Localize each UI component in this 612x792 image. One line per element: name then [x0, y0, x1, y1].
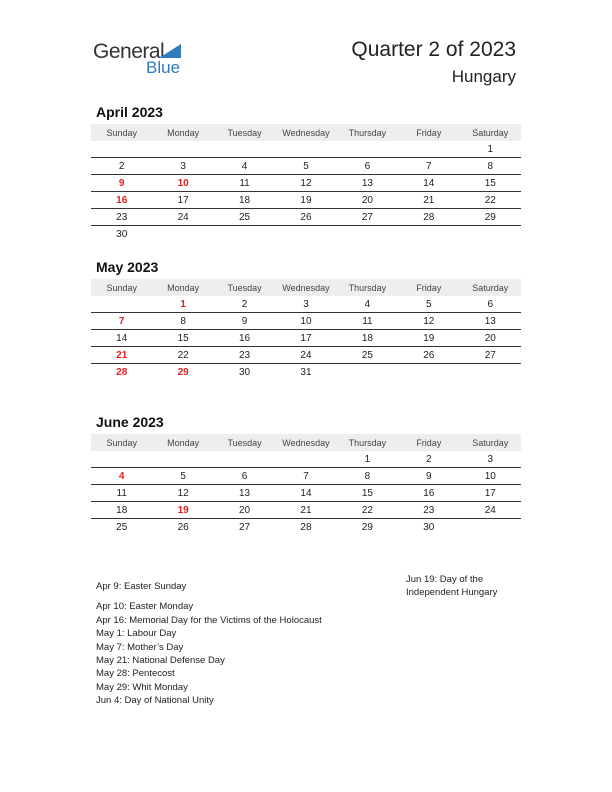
weekday-header: Saturday [460, 279, 521, 296]
day-cell: 21 [275, 502, 336, 519]
day-cell [152, 451, 213, 468]
day-cell: 20 [214, 502, 275, 519]
weekday-header: Friday [398, 124, 459, 141]
day-cell: 9 [91, 175, 152, 192]
day-cell: 4 [214, 158, 275, 175]
day-cell: 2 [214, 296, 275, 313]
day-cell: 30 [238, 366, 251, 378]
day-cell: 12 [152, 485, 213, 502]
day-cell: 26 [398, 347, 459, 364]
day-cell: 28 [300, 521, 312, 533]
week-row [91, 502, 521, 519]
day-cell: 16 [214, 330, 275, 347]
day-cell: 4 [337, 296, 398, 313]
weekday-header: Tuesday [214, 124, 275, 141]
day-cell: 9 [398, 468, 459, 485]
day-cell [460, 226, 521, 243]
weekday-header: Monday [152, 124, 213, 141]
day-cell: 11 [214, 175, 275, 192]
day-cell: 22 [460, 192, 521, 209]
week-row [91, 468, 521, 485]
day-cell: 15 [152, 330, 213, 347]
week-row [91, 519, 521, 536]
day-cell [398, 364, 459, 381]
day-cell: 7 [398, 158, 459, 175]
day-cell: 19 [398, 330, 459, 347]
day-cell: 29 [177, 366, 189, 378]
day-cell: 16 [398, 485, 459, 502]
weekday-header: Tuesday [214, 279, 275, 296]
day-cell [275, 226, 336, 243]
week-row [91, 313, 521, 330]
day-cell [214, 226, 275, 243]
day-cell: 29 [361, 521, 373, 533]
day-cell: 12 [398, 313, 459, 330]
weekday-header: Tuesday [214, 434, 275, 451]
day-cell: 17 [152, 192, 213, 209]
day-cell [275, 141, 336, 158]
weekday-header: Thursday [337, 434, 398, 451]
holiday-note: May 29: Whit Monday [96, 681, 188, 693]
logo [93, 40, 193, 80]
day-cell: 5 [275, 158, 336, 175]
holiday-note: Jun 4: Day of National Unity [96, 695, 214, 707]
day-cell: 3 [460, 451, 521, 468]
logo-blue-text: Blue [146, 58, 181, 77]
week-row [91, 141, 521, 158]
week-row [91, 209, 521, 226]
day-cell: 25 [337, 347, 398, 364]
day-cell: 14 [91, 330, 152, 347]
day-cell: 6 [337, 158, 398, 175]
day-cell: 27 [238, 521, 251, 533]
day-cell: 5 [398, 296, 459, 313]
holiday-note: Apr 10: Easter Monday [96, 601, 194, 613]
holiday-note: May 28: Pentecost [96, 668, 175, 680]
weekday-header: Sunday [91, 124, 152, 141]
day-cell: 21 [398, 192, 459, 209]
weekday-header: Wednesday [275, 279, 336, 296]
day-cell [460, 364, 521, 381]
day-cell: 30 [116, 228, 128, 240]
month-may [91, 259, 521, 380]
logo-triangle-icon [159, 44, 181, 58]
weekday-header: Friday [398, 279, 459, 296]
weekday-header: Sunday [91, 279, 152, 296]
page-title: Quarter 2 of 2023 [351, 38, 516, 61]
day-cell: 23 [398, 502, 459, 519]
weekday-header: Saturday [460, 434, 521, 451]
day-cell: 8 [460, 158, 521, 175]
day-cell: 11 [337, 313, 398, 330]
day-cell: 28 [398, 209, 459, 226]
day-cell: 24 [152, 209, 213, 226]
day-cell [214, 141, 275, 158]
day-cell: 26 [275, 209, 336, 226]
day-cell: 3 [152, 158, 213, 175]
logo-general-text: General [93, 40, 165, 63]
day-cell: 8 [152, 313, 213, 330]
weekday-header: Wednesday [275, 434, 336, 451]
day-cell [398, 141, 459, 158]
day-cell: 6 [214, 468, 275, 485]
day-cell: 3 [275, 296, 336, 313]
day-cell: 27 [460, 347, 521, 364]
day-cell [91, 451, 152, 468]
day-cell [91, 296, 152, 313]
day-cell: 23 [91, 209, 152, 226]
day-cell: 10 [275, 313, 336, 330]
day-cell: 14 [398, 175, 459, 192]
day-cell: 27 [337, 209, 398, 226]
day-cell: 8 [337, 468, 398, 485]
day-cell: 26 [177, 521, 189, 533]
day-cell: 29 [460, 209, 521, 226]
day-cell: 30 [423, 521, 435, 533]
day-cell [214, 451, 275, 468]
day-cell [337, 226, 398, 243]
day-cell: 5 [152, 468, 213, 485]
month-april [91, 104, 521, 242]
day-cell: 21 [91, 347, 152, 364]
day-cell: 31 [300, 366, 312, 378]
holiday-note: May 21: National Defense Day [96, 655, 225, 667]
month-title: June 2023 [96, 414, 164, 430]
day-cell: 17 [275, 330, 336, 347]
day-cell: 13 [214, 485, 275, 502]
day-cell: 22 [337, 502, 398, 519]
day-cell: 7 [275, 468, 336, 485]
day-cell: 19 [152, 502, 213, 519]
day-cell: 14 [275, 485, 336, 502]
day-cell: 28 [116, 366, 128, 378]
day-cell: 24 [275, 347, 336, 364]
day-cell: 20 [460, 330, 521, 347]
day-cell: 12 [275, 175, 336, 192]
day-cell: 24 [460, 502, 521, 519]
weekday-header: Monday [152, 279, 213, 296]
day-cell: 2 [91, 158, 152, 175]
day-cell: 13 [460, 313, 521, 330]
holiday-note: May 1: Labour Day [96, 628, 177, 640]
week-row [91, 364, 521, 381]
day-cell [275, 451, 336, 468]
week-row [91, 296, 521, 313]
day-cell: 9 [214, 313, 275, 330]
day-cell: 10 [152, 175, 213, 192]
day-cell: 10 [460, 468, 521, 485]
day-cell: 16 [91, 192, 152, 209]
day-cell: 18 [91, 502, 152, 519]
day-cell: 20 [337, 192, 398, 209]
calendar-grid [91, 279, 521, 380]
day-cell: 22 [152, 347, 213, 364]
week-row [91, 226, 521, 243]
day-cell: 4 [91, 468, 152, 485]
day-cell [152, 141, 213, 158]
day-cell: 7 [91, 313, 152, 330]
day-cell [337, 141, 398, 158]
holiday-notes-left [96, 580, 322, 708]
month-june [91, 414, 521, 535]
weekday-header: Saturday [460, 124, 521, 141]
day-cell: 1 [460, 141, 521, 158]
week-row [91, 451, 521, 468]
holiday-note: May 7: Mother’s Day [96, 641, 184, 653]
day-cell: 19 [275, 192, 336, 209]
week-row [91, 158, 521, 175]
day-cell: 23 [214, 347, 275, 364]
week-row [91, 485, 521, 502]
day-cell: 15 [337, 485, 398, 502]
holiday-note: Apr 16: Memorial Day for the Victims of the Holocaust [96, 614, 322, 626]
weekday-header: Wednesday [275, 124, 336, 141]
day-cell: 1 [337, 451, 398, 468]
day-cell [460, 519, 521, 536]
day-cell: 13 [337, 175, 398, 192]
day-cell: 18 [214, 192, 275, 209]
day-cell: 18 [337, 330, 398, 347]
weekday-header: Friday [398, 434, 459, 451]
weekday-header: Thursday [337, 279, 398, 296]
day-cell: 1 [152, 296, 213, 313]
weekday-header: Thursday [337, 124, 398, 141]
month-title: May 2023 [96, 259, 159, 275]
weekday-header: Monday [152, 434, 213, 451]
day-cell [152, 226, 213, 243]
holiday-note: Apr 9: Easter Sunday [96, 581, 187, 592]
holiday-note: Jun 19: Day of the [406, 574, 484, 585]
day-cell: 6 [460, 296, 521, 313]
day-cell: 25 [214, 209, 275, 226]
country-name: Hungary [451, 67, 516, 86]
day-cell [337, 364, 398, 381]
weekday-header: Sunday [91, 434, 152, 451]
day-cell: 2 [398, 451, 459, 468]
calendar-grid [91, 434, 521, 535]
calendar-grid [91, 124, 521, 242]
holiday-notes-right [406, 573, 516, 600]
week-row [91, 175, 521, 192]
day-cell [398, 226, 459, 243]
day-cell: 15 [460, 175, 521, 192]
week-row [91, 192, 521, 209]
holiday-note: Independent Hungary [406, 587, 498, 599]
month-title: April 2023 [96, 104, 163, 120]
week-row [91, 347, 521, 364]
day-cell [91, 141, 152, 158]
week-row [91, 330, 521, 347]
day-cell: 25 [116, 521, 128, 533]
day-cell: 11 [91, 485, 152, 502]
day-cell: 17 [460, 485, 521, 502]
